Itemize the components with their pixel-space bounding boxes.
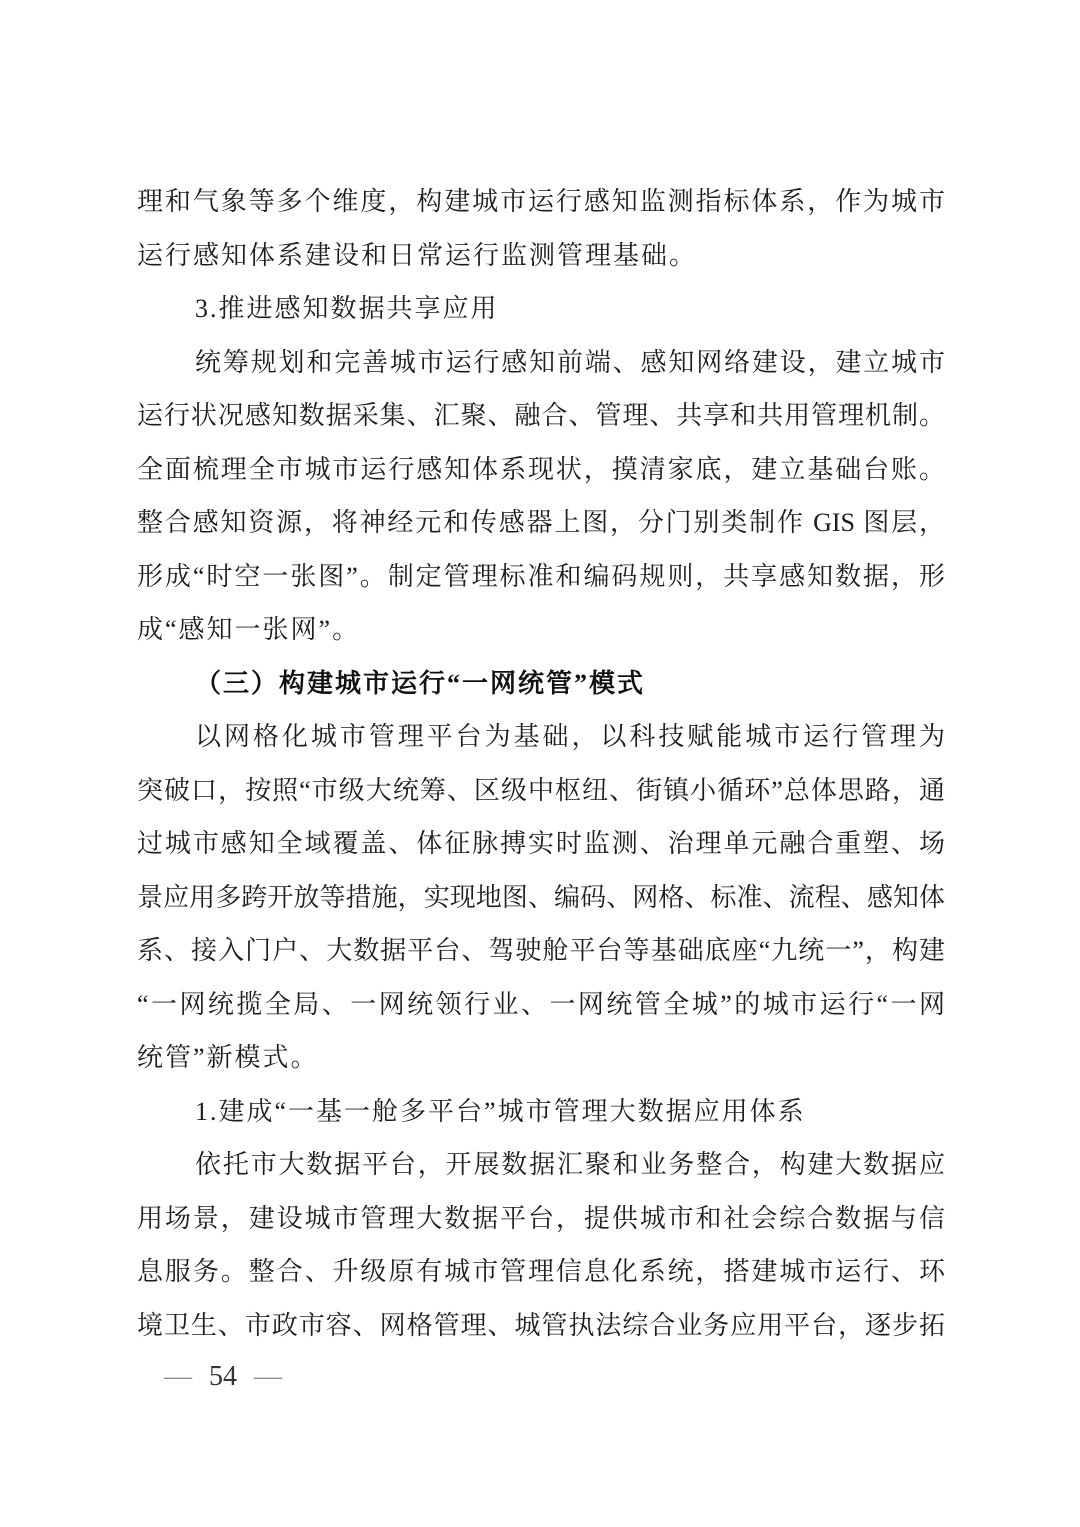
numbered-heading-3: 3.推进感知数据共享应用 [195,294,499,323]
body-line: 统管”新模式。 [137,1043,319,1072]
body-line: 系、接入门户、大数据平台、驾驶舱平台等基础底座“九统一”，构建 [137,936,945,965]
body-line: 运行状况感知数据采集、汇聚、融合、管理、共享和共用管理机制。 [137,401,945,430]
document-body [137,175,945,1352]
body-line: 境卫生、市政市容、网格管理、城管执法综合业务应用平台，逐步拓 [137,1310,945,1340]
footer-dash-right: — [254,1361,282,1392]
page-number: 54 [209,1361,237,1392]
section-heading-3: （三）构建城市运行“一网统管”模式 [195,668,646,698]
body-line: 运行感知体系建设和日常运行监测管理基础。 [137,240,698,270]
body-line: 突破口，按照“市级大统筹、区级中枢纽、街镇小循环”总体思路，通 [137,775,945,805]
footer-dash-left: — [164,1361,192,1392]
body-line: 统筹规划和完善城市运行感知前端、感知网络建设，建立城市 [195,347,945,377]
page-footer [164,1352,282,1402]
body-line: 整合感知资源，将神经元和传感器上图，分门别类制作 GIS 图层， [137,508,945,537]
body-line: 理和气象等多个维度，构建城市运行感知监测指标体系，作为城市 [137,187,945,216]
body-line: 用场景，建设城市管理大数据平台，提供城市和社会综合数据与信 [137,1203,945,1233]
body-line: 依托市大数据平台，开展数据汇聚和业务整合，构建大数据应 [195,1150,945,1179]
body-line: 形成“时空一张图”。制定管理标准和编码规则，共享感知数据，形 [137,561,945,591]
numbered-heading-1: 1.建成“一基一舱多平台”城市管理大数据应用体系 [195,1096,806,1126]
body-line: 成“感知一张网”。 [137,615,361,644]
body-line: 全面梳理全市城市运行感知体系现状，摸清家底，建立基础台账。 [137,454,945,484]
body-line: 景应用多跨开放等措施，实现地图、编码、网格、标准、流程、感知体 [137,882,945,912]
body-line: “一网统揽全局、一网统领行业、一网统管全城”的城市运行“一网 [137,989,945,1019]
body-line: 息服务。整合、升级原有城市管理信息化系统，搭建城市运行、环 [137,1257,945,1286]
body-line: 以网格化城市管理平台为基础，以科技赋能城市运行管理为 [195,722,945,751]
body-line: 过城市感知全域覆盖、体征脉搏实时监测、治理单元融合重塑、场 [137,829,945,858]
